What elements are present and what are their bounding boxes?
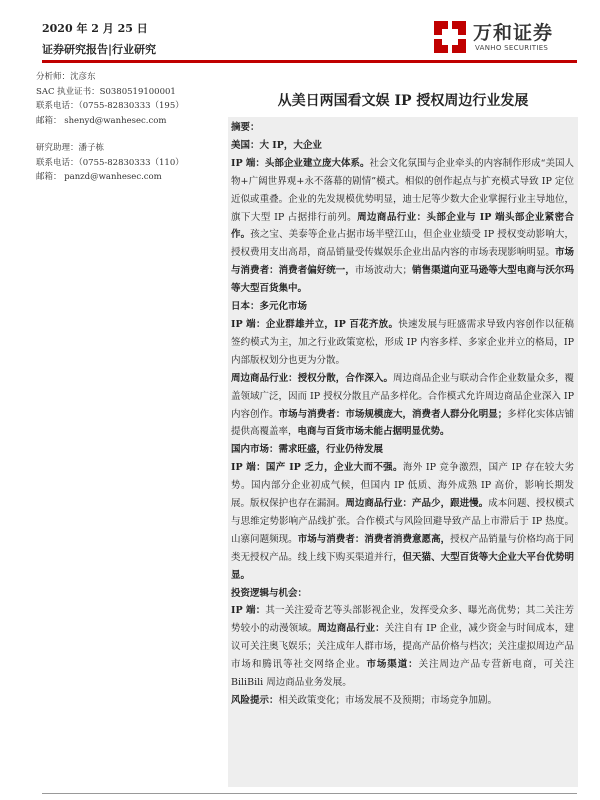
logic-heading: 投资逻辑与机会： bbox=[231, 587, 308, 599]
assistant-email: 邮箱： panzd@wanhesec.com bbox=[36, 172, 162, 182]
report-title: 从美日两国看文娱 IP 授权周边行业发展 bbox=[277, 93, 529, 109]
logo-mark-icon bbox=[433, 20, 467, 54]
cn-ip-paragraph: IP 端：国产 IP 乏力，企业大而不强。海外 IP 竞争激烈，国产 IP 存在较大劣势。国内部分企业初成气候，但国内 IP 低质、海外成熟 IP 高价，影响长期发展。版权保护也存在漏洞。周边商品行业：产品少，跟进慢。成本问题、授权模式与思维定势影响产品线扩张。合作模式与风险回避导致产品上市滞后于 IP 热度。山寨问题频现。市场与消费者：消费者消费意愿高，授权产品销量与价格均高于同类无授权产品。线上线下购买渠道并行，但天猫、大型百货等大企业大平台优势明显。 bbox=[231, 462, 574, 581]
report-type: 证券研究报告|行业研究 bbox=[42, 43, 157, 56]
logo-text-en: VANHO SECURITIES bbox=[475, 44, 549, 52]
report-date: 2020 年 2 月 25 日 bbox=[42, 22, 148, 35]
jp-heading: 日本：多元化市场 bbox=[231, 301, 308, 313]
footer-divider bbox=[42, 793, 577, 794]
logo-text-cn: 万和证券 bbox=[473, 22, 554, 44]
cn-heading: 国内市场：需求旺盛，行业仍待发展 bbox=[231, 444, 384, 456]
assistant-phone: 联系电话：（0755-82830333（110） bbox=[36, 157, 184, 168]
risk-paragraph: 风险提示：相关政策变化；市场发展不及预期；市场竞争加剧。 bbox=[231, 695, 498, 706]
abstract-box bbox=[228, 117, 578, 787]
analyst-phone: 联系电话：（0755-82830333（195） bbox=[36, 101, 184, 111]
us-heading: 美国：大 IP，大企业 bbox=[231, 139, 322, 151]
us-ip-paragraph: IP 端：头部企业建立庞大体系。社会文化氛围与企业牵头的内容制作形成“美国人物+广阔世界观+永不落幕的剧情”模式。相似的创作起点与扩充模式导致 IP 定位近似或重叠。企业的先发规模优势明显，迪士尼等少数大企业掌握行业主导地位，旗下大型 IP 占据排行前列。周边商品行业：头部企业与 IP 端头部企业紧密合作。孩之宝、美泰等企业占据市场半壁江山，但企业业绩受 IP 授权变动影响大，授权费用支出高昂，商品销量受传媒娱乐企业出品内容的市场表现影响明显。市场与消费者：消费者偏好统一，市场波动大；销售渠道向亚马逊等大型电商与沃尔玛等大型百货集中。 bbox=[231, 157, 575, 295]
analyst-sac: SAC 执业证书：S0380519100001 bbox=[36, 86, 176, 97]
jp-goods-paragraph: 周边商品行业：授权分散，合作深入。周边商品企业与联动合作企业数量众多，覆盖领域广泛，因而 IP 授权分散且产品多样化。合作模式允许周边商品企业深入 IP 内容创作。市场与消费者：市场规模庞大，消费者人群分化明显；多样化实体店铺提供高覆盖率，电商与百货市场未能占据明显优势。 bbox=[231, 372, 574, 438]
logic-paragraph: IP 端：其一关注爱奇艺等头部影视企业，发挥受众多、曝光高优势；其二关注芳势较小的动漫领域。周边商品行业：关注自有 IP 企业，减少资金与时间成本，建议可关注奥飞娱乐；关注成年人群市场，提高产品价格与档次；关注虚拟周边产品市场和腾讯等社交网络企业。市场渠道：关注周边产品专营新电商，可关注 BiliBili 周边商品业务发展。 bbox=[231, 605, 574, 689]
header-divider bbox=[42, 60, 577, 63]
analyst-email: 邮箱： shenyd@wanhesec.com bbox=[36, 115, 167, 126]
assistant-name: 研究助理：潘子栋 bbox=[36, 143, 105, 153]
company-logo bbox=[433, 18, 583, 58]
abstract-heading: 摘要： bbox=[231, 122, 260, 133]
analyst-name: 分析师：沈彦东 bbox=[36, 72, 96, 82]
author-info bbox=[36, 70, 221, 185]
jp-ip-paragraph: IP 端：企业群雄并立，IP 百花齐放。快速发展与旺盛需求导致内容创作以征稿签约模式为主，加之行业政策宽松，形成 IP 内容多样、多家企业并立的格局，IP 内部版权划分也更为分散。 bbox=[231, 318, 574, 366]
